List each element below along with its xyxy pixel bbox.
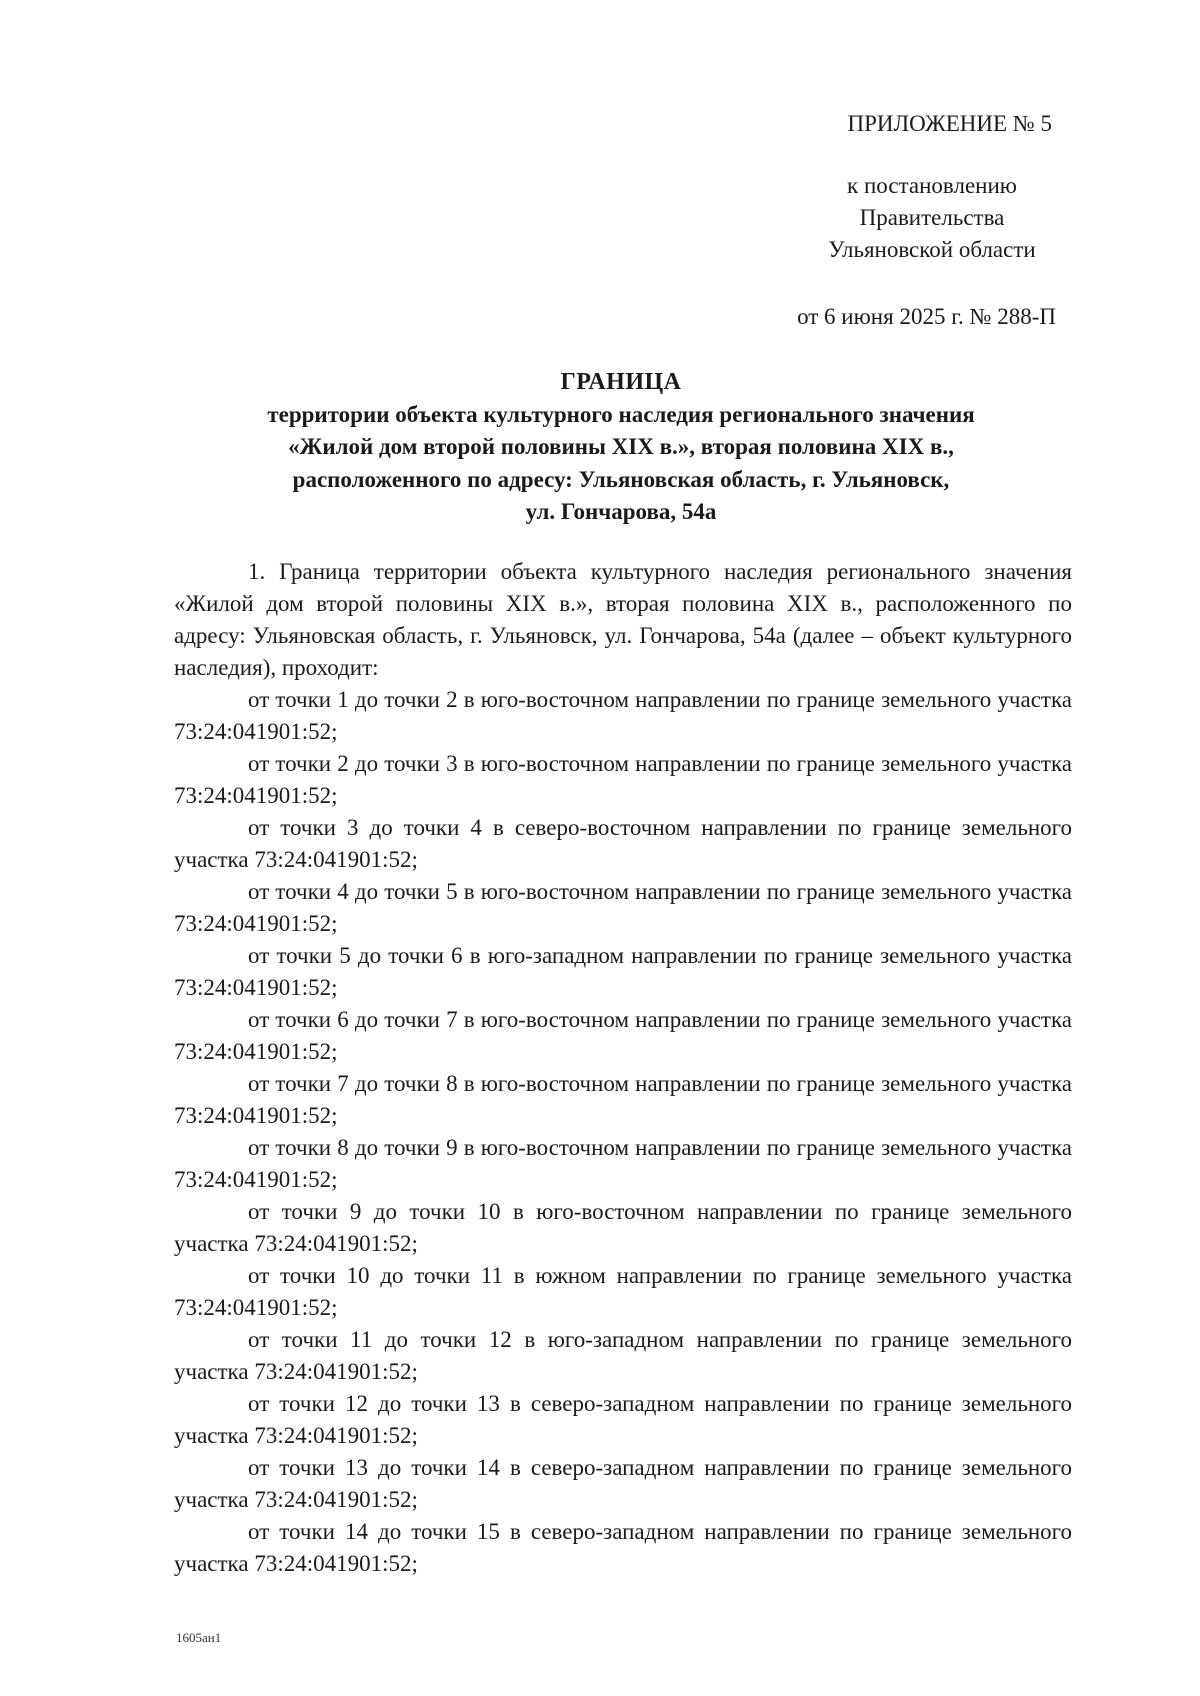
paragraph-segment: от точки 6 до точки 7 в юго-восточном направлении по границе земельного участка 73:24:041901:52;: [174, 1007, 1072, 1064]
title-line-4: ул. Гончарова, 54а: [525, 499, 717, 525]
paragraph-segment: от точки 9 до точки 10 в юго-восточном направлении по границе земельного участка 73:24:041901:52;: [174, 1199, 1072, 1256]
paragraph-segment: от точки 3 до точки 4 в северо-восточном направлении по границе земельного участка 73:24:041901:52;: [174, 815, 1072, 872]
annex-number: ПРИЛОЖЕНИЕ № 5: [847, 111, 1052, 136]
annex-header: [642, 108, 1082, 333]
paragraph-segment: от точки 2 до точки 3 в юго-восточном направлении по границе земельного участка 73:24:041901:52;: [174, 751, 1072, 808]
paragraph-segment: от точки 14 до точки 15 в северо-западном направлении по границе земельного участка 73:24:041901:52;: [174, 1519, 1072, 1576]
document-title: [170, 366, 1072, 529]
document-body: [174, 556, 1072, 1580]
paragraph-segment: от точки 12 до точки 13 в северо-западном направлении по границе земельного участка 73:24:041901:52;: [174, 1391, 1072, 1448]
annex-reference-line-2: Ульяновской области: [828, 237, 1036, 262]
title-line-3: расположенного по адресу: Ульяновская область, г. Ульяновск,: [292, 466, 950, 492]
annex-reference-line-1: к постановлению Правительства: [847, 173, 1017, 230]
annex-date: от 6 июня 2025 г. № 288-П: [797, 304, 1056, 329]
paragraph-intro: 1. Граница территории объекта культурного наследия регионального значения «Жилой дом второй половины XIX в.», вторая половина XIX в., расположенного по адресу: Ульяновская область, г. Ульяновск, ул. Гончарова, 54а (далее – объект культурного наследия), проходит:: [174, 559, 1072, 680]
title-line-1: территории объекта культурного наследия регионального значения: [267, 401, 975, 427]
title-heading: ГРАНИЦА: [560, 369, 682, 395]
paragraph-segment: от точки 4 до точки 5 в юго-восточном направлении по границе земельного участка 73:24:041901:52;: [174, 879, 1072, 936]
paragraph-segment: от точки 8 до точки 9 в юго-восточном направлении по границе земельного участка 73:24:041901:52;: [174, 1135, 1072, 1192]
title-line-2: «Жилой дом второй половины XIX в.», вторая половина XIX в.,: [288, 434, 954, 460]
footer-code: 1605ан1: [176, 1630, 222, 1645]
paragraph-segment: от точки 13 до точки 14 в северо-западном направлении по границе земельного участка 73:24:041901:52;: [174, 1455, 1072, 1512]
paragraph-segment: от точки 10 до точки 11 в южном направлении по границе земельного участка 73:24:041901:52;: [174, 1263, 1072, 1320]
paragraph-segment: от точки 5 до точки 6 в юго-западном направлении по границе земельного участка 73:24:041901:52;: [174, 943, 1072, 1000]
paragraph-segment: от точки 11 до точки 12 в юго-западном направлении по границе земельного участка 73:24:041901:52;: [174, 1327, 1072, 1384]
paragraph-segment: от точки 1 до точки 2 в юго-восточном направлении по границе земельного участка 73:24:041901:52;: [174, 687, 1072, 744]
paragraph-segment: от точки 7 до точки 8 в юго-восточном направлении по границе земельного участка 73:24:041901:52;: [174, 1071, 1072, 1128]
